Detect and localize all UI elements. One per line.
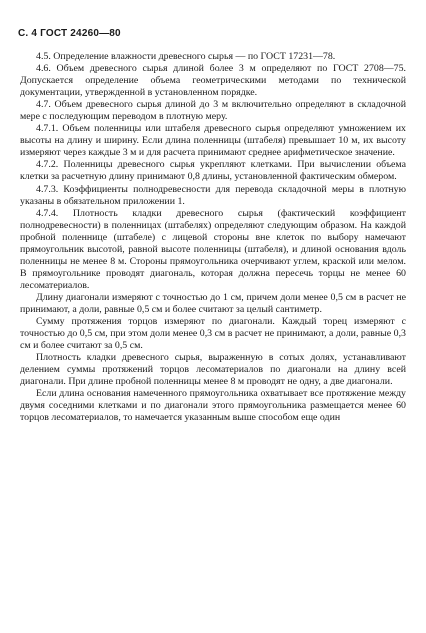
paragraph-4-7-2: 4.7.2. Поленницы древесного сырья укрепляют клетками. При вычислении объема клетки за расчетную длину принимают 0,8 длины, установленной фактическим обмером.	[20, 159, 406, 183]
paragraph-4-7-4: 4.7.4. Плотность кладки древесного сырья (фактический коэффициент полнодревесности) в поленницах (штабелях) определяют следующим образом. На каждой пробной поленнице (штабеле) с лицевой стороны вне клеток по выбору намечают прямоугольник высотой, равной высоте поленницы (штабеля), и длиной основания вдоль поленницы не менее 8 м. Стороны прямоугольника очерчивают углем, краской или мелом. В прямоугольнике проводят диагональ, которая должна пересечь торцы не менее 60 лесоматериалов.	[20, 207, 406, 291]
paragraph-4-6: 4.6. Объем древесного сырья длиной более 3 м определяют по ГОСТ 2708—75. Допускается определение объема геометрическими методами по технической документации, утвержденной в установленном порядке.	[20, 63, 406, 99]
paragraph-4-7: 4.7. Объем древесного сырья длиной до 3 м включительно определяют в складочной мере с последующим переводом в плотную меру.	[20, 99, 406, 123]
paragraph-density: Плотность кладки древесного сырья, выраженную в сотых долях, устанавливают делением суммы протяжений торцов лесоматериалов по диагонали на длину всей диагонали. При длине пробной поленницы менее 8 м проводят не одну, а две диагонали.	[20, 352, 406, 388]
page-header: С. 4 ГОСТ 24260—80	[18, 28, 121, 39]
paragraph-diagonal-length: Длину диагонали измеряют с точностью до 1 см, причем доли менее 0,5 см в расчет не принимают, а доли, равные 0,5 см и более считают за целый сантиметр.	[20, 291, 406, 315]
paragraph-4-7-1: 4.7.1. Объем поленницы или штабеля древесного сырья определяют умножением их высоты на длину и ширину. Если длина поленницы (штабеля) превышает 10 м, их высоту измеряют через каждые 3 м и для расчета принимают среднее арифметическое значение.	[20, 123, 406, 159]
document-body	[20, 51, 406, 424]
paragraph-4-7-3: 4.7.3. Коэффициенты полнодревесности для перевода складочной меры в плотную указаны в обязательном приложении 1.	[20, 183, 406, 207]
paragraph-base-length: Если длина основания намеченного прямоугольника охватывает все протяжение между двумя соседними клетками и по диагонали этого прямоугольника размещается менее 60 торцов лесоматериалов, то намечается указанным выше способом еще один	[20, 388, 406, 424]
paragraph-end-sum: Сумму протяжения торцов измеряют по диагонали. Каждый торец измеряют с точностью до 0,5 см, при этом доли менее 0,3 см в расчет не принимают, а доли, равные 0,3 см и более считают за 0,5 см.	[20, 316, 406, 352]
paragraph-4-5: 4.5. Определение влажности древесного сырья — по ГОСТ 17231—78.	[36, 51, 336, 62]
